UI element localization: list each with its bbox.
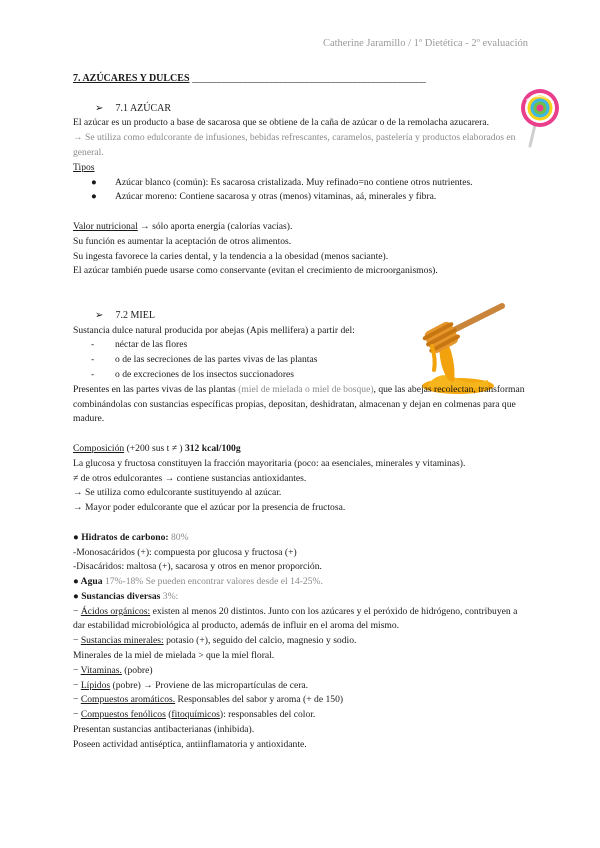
fenolicos-text: ): responsables del color.	[219, 709, 316, 721]
miel-process-gray: (miel de mielada o miel de bosque)	[238, 383, 374, 395]
miel-source-text: o de las secreciones de las partes vivas de las plantas	[115, 354, 318, 366]
lipidos-item	[73, 679, 531, 694]
composicion-text: ≠ de otros edulcorantes → contiene sustancias antioxidantes.	[73, 472, 307, 484]
azucar-intro: El azúcar es un producto a base de sacarosa que se obtiene de la caña de azúcar o de la remolacha azucarera.	[73, 117, 490, 129]
section-title-text: 7. AZÚCARES Y DULCES	[73, 73, 190, 84]
tipos-label: Tipos	[73, 161, 95, 173]
vitaminas-item	[73, 664, 531, 679]
miel-source: - o de excreciones de los insectos succionadores	[91, 368, 295, 380]
dash-mark: −	[73, 605, 81, 617]
azucar-uses: → Se utiliza como edulcorante de infusiones, bebidas refrescantes, caramelos, pastelería y productos elaborados en general.	[73, 132, 516, 158]
closing-line: Presentan sustancias antibacterianas (inhibida).	[73, 724, 255, 736]
heading-azucar	[95, 102, 531, 117]
tipo-item	[91, 190, 531, 205]
valor-nutricional	[73, 220, 531, 235]
miel-source-text: o de excreciones de los insectos succionadores	[115, 368, 295, 380]
hidratos-value: 80%	[171, 531, 189, 543]
diversas-line	[73, 590, 531, 605]
vitaminas-label: Vitaminas.	[80, 664, 122, 676]
section-title-rule: _____________________________________________________	[192, 73, 426, 84]
heading-azucar-text: 7.1 AZÚCAR	[115, 102, 172, 114]
valor-text: → sólo aporta energía (calorías vacías).	[137, 220, 293, 232]
page-header: Catherine Jaramillo / 1º Dietética - 2º evaluación	[322, 38, 528, 49]
miel-process-b: , que las abejas recolectan, transforman combinándolas con sustancias específicas propias, depositan, deshidratan, almacenan y dejan en colmenas para que madure.	[73, 383, 525, 425]
bullet-icon: ●	[91, 191, 97, 203]
agua-label: ● Agua	[73, 576, 105, 588]
composicion-line	[73, 442, 531, 457]
hidratos-item: -Disacáridos: maltosa (+), sacarosa y otros en menor proporción.	[73, 561, 322, 573]
azucar-line: Su ingesta favorece la caries dental, y la tendencia a la obesidad (menos saciante).	[73, 250, 389, 262]
tipo-item-text: Azúcar moreno: Contiene sacarosa y otras (menos) vitaminas, aá, minerales y fibra.	[115, 191, 437, 203]
closing-line: Poseen actividad antiséptica, antiinflamatoria y antioxidante.	[73, 738, 307, 750]
section-title	[73, 72, 531, 87]
miel-process-a: Presentes en las partes vivas de las plantas	[73, 383, 239, 395]
tipo-item	[91, 176, 531, 191]
hidratos-item: -Monosacáridos (+): compuesta por glucosa y fructosa (+)	[73, 546, 297, 558]
azucar-line: Su función es aumentar la aceptación de otros alimentos.	[73, 235, 292, 247]
miel-source: - o de las secreciones de las partes vivas de las plantas	[91, 354, 318, 366]
diversas-value: 3%:	[162, 590, 179, 602]
aromaticos-text: Responsables del sabor y aroma (+ de 150)	[175, 694, 344, 706]
heading-miel-text: 7.2 MIEL	[115, 309, 155, 321]
composicion-label: Composición	[73, 442, 125, 454]
acidos-label: Ácidos orgánicos:	[80, 605, 151, 617]
composicion-text: → Mayor poder edulcorante que el azúcar por la presencia de fructosa.	[73, 502, 346, 514]
minerales-label: Sustancias minerales:	[80, 635, 164, 647]
miel-process	[73, 383, 531, 427]
dash-mark: −	[73, 709, 81, 721]
minerales-item	[73, 634, 531, 649]
aromaticos-label: Compuestos aromáticos.	[80, 694, 176, 706]
dash-mark: −	[73, 694, 81, 706]
heading-miel	[95, 309, 531, 324]
dash-mark: −	[73, 679, 81, 691]
vitaminas-text: (pobre)	[121, 664, 153, 676]
miel-source: - néctar de las flores	[91, 339, 188, 351]
lipidos-text: (pobre) → Proviene de las micropartículas de cera.	[110, 679, 309, 691]
composicion-kcal: 312 kcal/100g	[184, 442, 241, 454]
tipo-item-text: Azúcar blanco (común): Es sacarosa cristalizada. Muy refinado=no contiene otros nutrientes.	[115, 176, 473, 188]
hidratos-line	[73, 531, 531, 546]
diversas-label: ● Sustancias diversas	[73, 590, 163, 602]
acidos-item	[73, 605, 531, 635]
fenolicos-label2: fitoquímicos	[171, 709, 220, 721]
acidos-text: existen al menos 20 distintos. Junto con los azúcares y el peróxido de hidrógeno, contribuyen a dar estabilidad microbiológica al producto, además de influir en el aroma del mismo.	[73, 605, 518, 632]
dash-mark: −	[73, 664, 81, 676]
heading-arrow-icon: ➢	[95, 102, 104, 114]
fenolicos-label: Compuestos fenólicos	[80, 709, 166, 721]
valor-label: Valor nutricional	[73, 220, 138, 232]
composicion-text: → Se utiliza como edulcorante sustituyendo al azúcar.	[73, 487, 282, 499]
hidratos-label: ● Hidratos de carbono:	[73, 531, 171, 543]
miel-intro: Sustancia dulce natural producida por abejas (Apis mellifera) a partir del:	[73, 324, 355, 336]
heading-arrow-icon: ➢	[95, 309, 104, 321]
document-body	[73, 72, 531, 753]
agua-line	[73, 575, 531, 590]
composicion-text: La glucosa y fructosa constituyen la fracción mayoritaria (poco: aa esenciales, minerales y vitaminas).	[73, 457, 466, 469]
fenolicos-mid: (	[165, 709, 172, 721]
dash-mark: −	[73, 635, 81, 647]
aromaticos-item	[73, 693, 531, 708]
composicion-mid: (+200 sus t ≠ )	[124, 442, 185, 454]
minerales-note: Minerales de la miel de mielada > que la miel floral.	[73, 650, 275, 662]
agua-value: 17%-18% Se pueden encontrar valores desde el 14-25%.	[104, 576, 323, 588]
azucar-line: El azúcar también puede usarse como conservante (evitan el crecimiento de microorganismos).	[73, 265, 438, 277]
miel-source-text: néctar de las flores	[115, 339, 188, 351]
fenolicos-item	[73, 708, 531, 723]
bullet-icon: ●	[91, 176, 97, 188]
lipidos-label: Lípidos	[80, 679, 111, 691]
minerales-text: potasio (+), seguido del calcio, magnesio y sodio.	[163, 635, 357, 647]
